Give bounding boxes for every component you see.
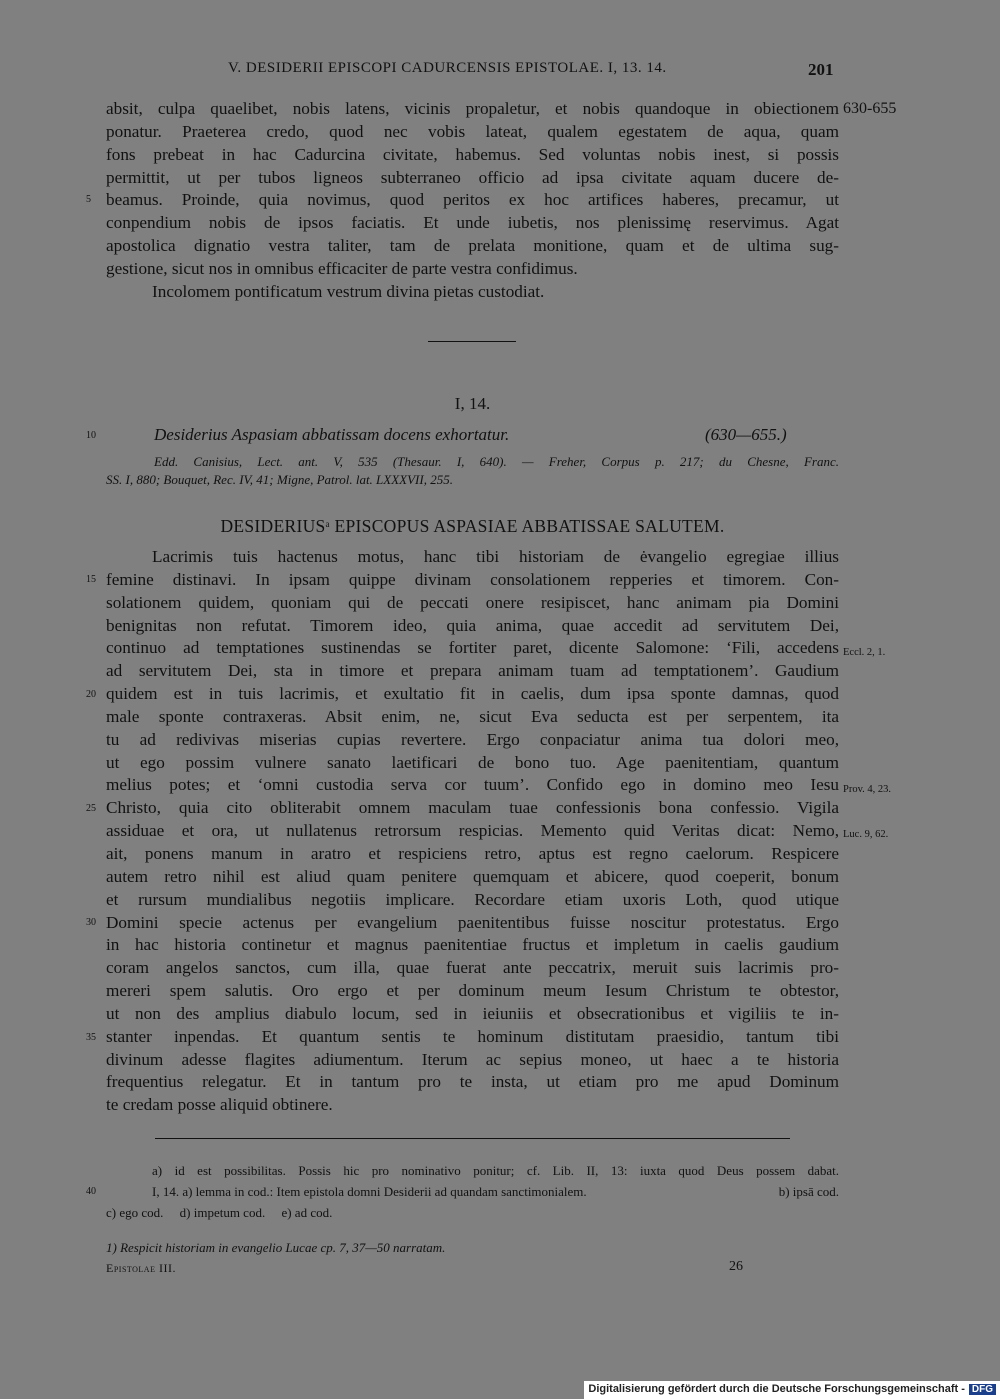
running-head: V. DESIDERII EPISCOPI CADURCENSIS EPISTOLAE. I, 13. 14. (228, 60, 667, 76)
editions-line-1: Edd. Canisius, Lect. ant. V, 535 (Thesaur. I, 640). — Freher, Corpus p. 217; du Chesne, Franc. (154, 454, 839, 469)
text-line: benignitas non refutat. Timorem ideo, quia anima, quae accedit ad servitutem Dei, (106, 615, 839, 635)
text-line: apostolica dignatio vestra taliter, tam de prelata monitione, quam et de ultima sug- (106, 236, 839, 256)
dfg-banner (584, 1381, 1000, 1399)
letter-number: I, 14. (454, 394, 491, 413)
footnotes (106, 1160, 839, 1223)
dfg-banner-text: Digitalisierung gefördert durch die Deutsche Forschungsgemeinschaft - (588, 1383, 965, 1395)
text-line: fons prebeat in hac Cadurcina civitate, habemus. Sed voluntas nobis inest, si possis (106, 144, 839, 164)
heading-footnote-mark: a (325, 519, 330, 529)
margin-ref-luc: Luc. 9, 62. (843, 829, 889, 840)
signature-number: 26 (729, 1259, 743, 1274)
text-line: ait, ponens manum in aratro et respiciens retro, aptus est regno caelorum. Respicere (106, 843, 839, 863)
text-line: in hac historia continetur et magnus paenitentiae fructus et impletum in caelis gaudium (106, 935, 839, 955)
text-line: assiduae et ora, ut nullatenus retrorsum respicias. Memento quid Veritas dicat: Nemo, (106, 821, 839, 841)
text-line: permittit, ut per tubos ligneos subterraneo officio ad ipsa civitate aquam ducere de- (106, 167, 839, 187)
footnote-rule (155, 1138, 790, 1139)
text-line: solationem quidem, quoniam qui de peccati onere resipiscet, hanc animam pia Domini (106, 592, 839, 612)
footnote-c-d-e: c) ego cod. d) impetum cod. e) ad cod. (106, 1205, 333, 1220)
line-number: 10 (86, 430, 96, 441)
footnote-lemma: I, 14. a) lemma in cod.: Item epistola domni Desiderii ad quandam sanctimonialem. (152, 1184, 587, 1199)
line-number: 15 (86, 574, 96, 585)
top-text-block (106, 98, 839, 304)
footnote-b: b) ipsā cod. (778, 1184, 839, 1199)
text-line: Lacrimis tuis hactenus motus, hanc tibi historiam de ėvangelio egregiae illius (152, 547, 839, 566)
text-line: autem retro nihil est aliud quam penitere quemquam et abicere, quod coeperit, bonum (106, 866, 839, 886)
margin-date: 630-655 (843, 100, 897, 117)
text-line: divinum adesse flagites adiumentum. Iterum ac sepius moneo, ut haec a te historia (106, 1049, 839, 1069)
text-line: absit, culpa quaelibet, nobis latens, vicinis propaletur, et nobis quandoque in obiectionem (106, 99, 839, 118)
heading-text: DESIDERIUS$^a$ EPISCOPUS ASPASIAE ABBATISSAE SALUTEM. (220, 516, 725, 536)
editions-line-2: SS. I, 880; Bouquet, Rec. IV, 41; Migne, Patrol. lat. LXXXVII, 255. (106, 472, 453, 487)
line-number: 5 (86, 194, 91, 205)
margin-ref-prov: Prov. 4, 23. (843, 784, 892, 795)
line-number: 30 (86, 917, 96, 928)
signature-mark: Epistolae III. (106, 1261, 176, 1275)
text-line: mereri spem salutis. Oro ergo et per dominum meum Iesum Christum te obtestor, (106, 981, 839, 1001)
text-line: Incolomem pontificatum vestrum divina pietas custodiat. (152, 281, 545, 301)
main-text-block (106, 546, 839, 1117)
text-line: quidem est in tuis lacrimis, et exultatio fit in caelis, dum ipsa sponte damnas, quod (106, 684, 839, 704)
text-line: conpendium nobis de ipsos faciatis. Et unde iubetis, nos plenissimę reservimus. Agat (106, 213, 839, 233)
text-line: Christo, quia cito obliterabit omnem maculam tuae confessionis bona confessio. Vigila (106, 798, 839, 818)
letter-heading (106, 516, 839, 537)
text-line: Domini specie actenus per evangelium paenitentibus fuisse noscitur protestatus. Ergo (106, 912, 839, 932)
text-line: male sponte contraxeras. Absit enim, ne, sicut Eva seducta est per serpentem, ita (106, 706, 839, 726)
section-divider (428, 341, 516, 342)
text-line: frequentius relegatur. Et in tantum pro te insta, ut etiam pro me apud Dominum (106, 1072, 839, 1092)
text-line: coram angelos sanctos, cum illa, quae fuerat ante peccatrix, meruit suis lacrimis pro- (106, 958, 839, 978)
text-line: ut ego possim vulnere sanato laetificari de bono tuo. Age paenitentiam, quantum (106, 752, 839, 772)
text-line: gestione, sicut nos in omnibus efficaciter de parte vestra confidimus. (106, 258, 578, 278)
dfg-logo: DFG (969, 1384, 996, 1395)
text-line: ad servitutem Dei, sta in timore et prepara animam tuam ad temptationem’. Gaudium (106, 661, 839, 681)
summary-date: (630—655.) (705, 425, 787, 444)
letter-summary: Desiderius Aspasiam abbatissam docens exhortatur. (154, 425, 510, 444)
text-line: et rursum mundialibus negotiis implicare. Recordare etiam uxoris Loth, quod utique (106, 889, 839, 909)
line-number: 25 (86, 803, 96, 814)
footnote-b-line (106, 1181, 839, 1202)
text-line: ut non des amplius diabulo locum, sed in ieiuniis et obsecrationibus et vigiliis te in- (106, 1003, 839, 1023)
text-line: ponatur. Praeterea credo, quod nec vobis lateat, qualem egestatem de aqua, quam (106, 121, 839, 141)
line-number: 40 (86, 1186, 96, 1197)
footnote-ref-1: 1) Respicit historiam in evangelio Lucae cp. 7, 37—50 narratam. (106, 1240, 446, 1255)
margin-ref-eccl: Eccl. 2, 1. (843, 647, 886, 658)
text-line: beamus. Proinde, quia novimus, quod peritos ex hoc artifices haberes, precamur, ut (106, 190, 839, 210)
page-number: 201 (808, 60, 834, 79)
text-line: continuo ad temptationes sustinendas se fortiter paret, dicente Salomone: ‘Fili, accedens (106, 638, 839, 658)
line-number: 35 (86, 1032, 96, 1043)
text-line: femine distinavi. In ipsam quippe divinam consolationem repperies et timorem. Con- (106, 569, 839, 589)
line-number: 20 (86, 689, 96, 700)
text-line: te credam posse aliquid obtinere. (106, 1095, 333, 1115)
text-line: melius potes; et ‘omni custodia serva cor tuum’. Confido ego in domino meo Iesu (106, 775, 839, 795)
text-line: tu ad redivivas miserias cupias revertere. Ergo conpaciatur anima tua dolori meo, (106, 729, 839, 749)
footnote-a: a) id est possibilitas. Possis hic pro nominativo ponitur; cf. Lib. II, 13: iuxta quod Deus possem dabat. (152, 1163, 839, 1178)
text-line: stanter inpendas. Et quantum sentis te hominum distitutam praesidio, tantum tibi (106, 1026, 839, 1046)
